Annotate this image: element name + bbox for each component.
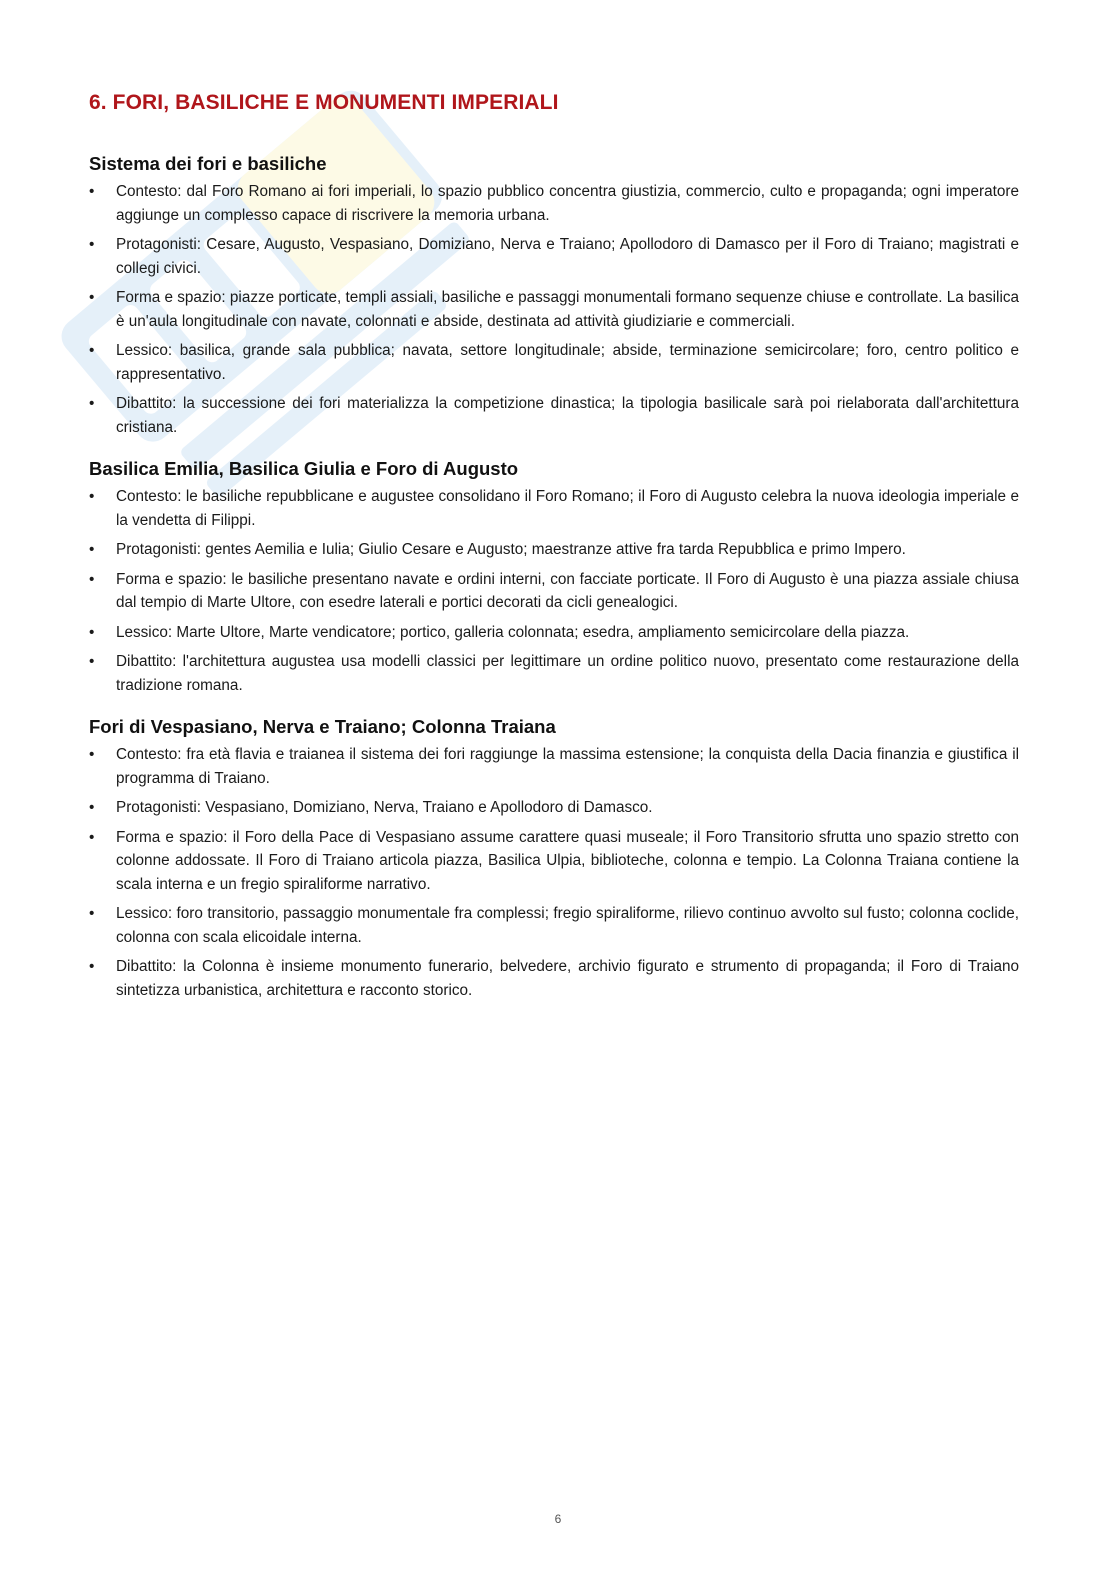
- bullet-icon: •: [89, 183, 95, 200]
- list-item: • Forma e spazio: le basiliche presentano navate e ordini interni, con facciate porticate. Il Foro di Augusto è una piazza assiale chiusa dal tempio di Marte Ultore, con esedre laterali e portici decorati da cicli genealogici.: [89, 568, 1019, 615]
- bullet-icon: •: [89, 799, 95, 816]
- bullet-list: [89, 743, 1019, 1002]
- section-heading: Sistema dei fori e basiliche: [89, 153, 327, 174]
- list-item: • Forma e spazio: il Foro della Pace di Vespasiano assume carattere quasi museale; il Foro Transitorio sfrutta uno spazio stretto con colonne addossate. Il Foro di Traiano articola piazza, Basilica Ulpia, biblioteche, colonna e tempio. La Colonna Traiana contiene la scala interna e un fregio spiraliforme narrativo.: [89, 826, 1019, 897]
- list-item: • Lessico: basilica, grande sala pubblica; navata, settore longitudinale; abside, terminazione semicircolare; foro, centro politico e rappresentativo.: [89, 339, 1019, 386]
- bullet-icon: •: [89, 488, 95, 505]
- section-basilica-emilia: [89, 455, 1019, 697]
- document-page: [89, 86, 1019, 1018]
- section-heading: Fori di Vespasiano, Nerva e Traiano; Colonna Traiana: [89, 716, 556, 737]
- list-item: • Contesto: fra età flavia e traianea il sistema dei fori raggiunge la massima estensione; la conquista della Dacia finanzia e giustifica il programma di Traiano.: [89, 743, 1019, 790]
- bullet-icon: •: [89, 958, 95, 975]
- list-item: • Protagonisti: Cesare, Augusto, Vespasiano, Domiziano, Nerva e Traiano; Apollodoro di Damasco per il Foro di Traiano; magistrati e collegi civici.: [89, 233, 1019, 280]
- bullet-icon: •: [89, 289, 95, 306]
- bullet-icon: •: [89, 905, 95, 922]
- list-item: • Dibattito: la successione dei fori materializza la competizione dinastica; la tipologia basilicale sarà poi rielaborata dall'architettura cristiana.: [89, 392, 1019, 439]
- page-number: 6: [554, 1512, 562, 1526]
- list-item: • Dibattito: l'architettura augustea usa modelli classici per legittimare un ordine politico nuovo, presentato come restaurazione della tradizione romana.: [89, 650, 1019, 697]
- bullet-icon: •: [89, 570, 95, 588]
- bullet-icon: •: [89, 653, 95, 670]
- section-fori-vespasiano: [89, 713, 1019, 1002]
- bullet-icon: •: [89, 342, 95, 359]
- list-item: • Protagonisti: Vespasiano, Domiziano, Nerva, Traiano e Apollodoro di Damasco.: [89, 796, 1019, 820]
- bullet-icon: •: [89, 746, 95, 763]
- list-item: • Lessico: foro transitorio, passaggio monumentale fra complessi; fregio spiraliforme, rilievo continuo avvolto sul fusto; colonna coclide, colonna con scala elicoidale interna.: [89, 902, 1019, 949]
- list-item: • Protagonisti: gentes Aemilia e Iulia; Giulio Cesare e Augusto; maestranze attive fra tarda Repubblica e primo Impero.: [89, 538, 1019, 562]
- chapter-title: 6. FORI, BASILICHE E MONUMENTI IMPERIALI: [89, 91, 559, 114]
- list-item: • Contesto: dal Foro Romano ai fori imperiali, lo spazio pubblico concentra giustizia, commercio, culto e propaganda; ogni imperatore aggiunge un complesso capace di riscrivere la memoria urbana.: [89, 180, 1019, 227]
- list-item: • Forma e spazio: piazze porticate, templi assiali, basiliche e passaggi monumentali formano sequenze chiuse e controllate. La basilica è un'aula longitudinale con navate, colonnati e abside, destinata ad attività giudiziarie e commerciali.: [89, 286, 1019, 333]
- bullet-icon: •: [89, 828, 95, 846]
- list-item: • Dibattito: la Colonna è insieme monumento funerario, belvedere, archivio figurato e strumento di propaganda; il Foro di Traiano sintetizza urbanistica, architettura e racconto storico.: [89, 955, 1019, 1002]
- list-item: • Lessico: Marte Ultore, Marte vendicatore; portico, galleria colonnata; esedra, ampliamento semicircolare della piazza.: [89, 621, 1019, 645]
- bullet-icon: •: [89, 623, 95, 641]
- bullet-icon: •: [89, 541, 95, 558]
- section-sistema-fori: [89, 150, 1019, 439]
- section-heading: Basilica Emilia, Basilica Giulia e Foro di Augusto: [89, 458, 519, 479]
- bullet-icon: •: [89, 395, 95, 412]
- bullet-list: [89, 180, 1019, 439]
- list-item: • Contesto: le basiliche repubblicane e augustee consolidano il Foro Romano; il Foro di Augusto celebra la nuova ideologia imperiale e la vendetta di Filippi.: [89, 485, 1019, 532]
- bullet-list: [89, 485, 1019, 697]
- bullet-icon: •: [89, 236, 95, 253]
